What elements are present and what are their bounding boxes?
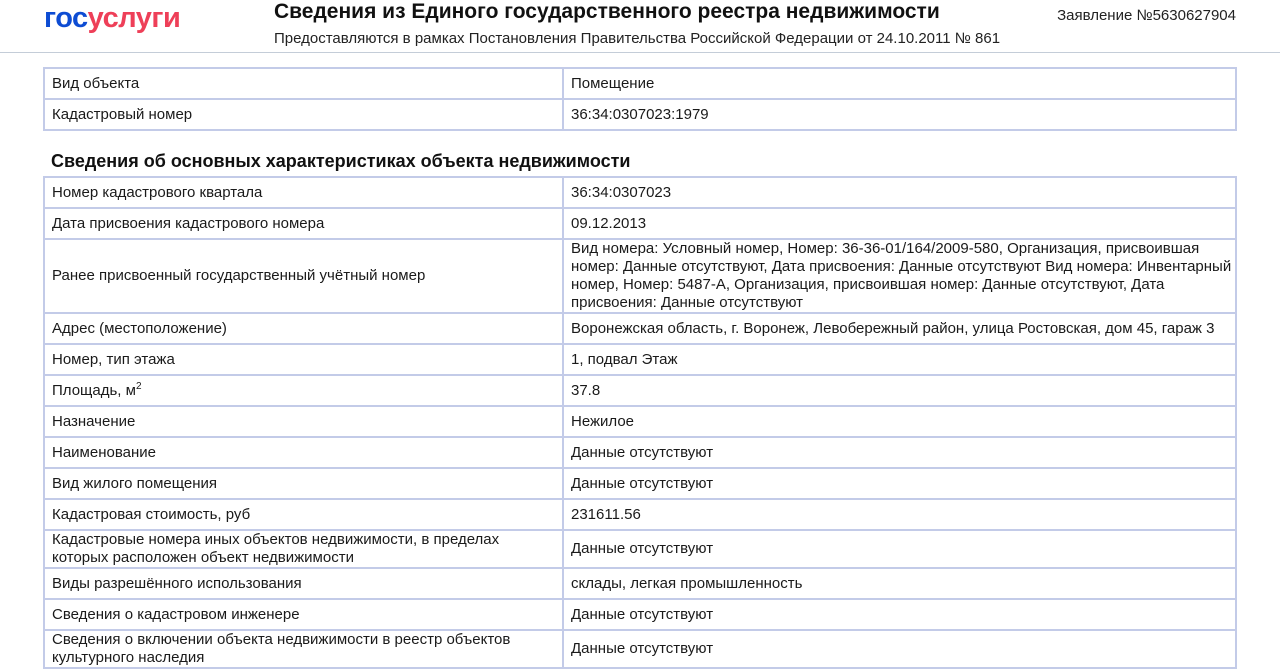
- document-title: Сведения из Единого государственного реестра недвижимости: [274, 0, 940, 23]
- table-row: [44, 599, 1236, 630]
- row-label: Дата присвоения кадастрового номера: [44, 208, 563, 239]
- table-row: [44, 177, 1236, 208]
- row-label: Наименование: [44, 437, 563, 468]
- logo-part-gos: гос: [44, 2, 88, 34]
- row-label: Номер кадастрового квартала: [44, 177, 563, 208]
- table-row: [44, 437, 1236, 468]
- row-label: Номер, тип этажа: [44, 344, 563, 375]
- section-title: Сведения об основных характеристиках объекта недвижимости: [51, 151, 631, 171]
- table-row: [44, 406, 1236, 437]
- table-row: [44, 344, 1236, 375]
- row-label: Сведения о включении объекта недвижимости в реестр объектов культурного наследия: [44, 630, 563, 668]
- table-row: [44, 375, 1236, 406]
- application-number: Заявление №5630627904: [1057, 7, 1236, 24]
- row-label: Кадастровые номера иных объектов недвижимости, в пределах которых расположен объект недвижимости: [44, 530, 563, 568]
- row-value: Вид номера: Условный номер, Номер: 36-36-01/164/2009-580, Организация, присвоившая номер: Данные отсутствуют, Дата присвоения: Данные отсутствуют Вид номера: Инвентарный номер, Номер: 5487-А, Организация, присвоившая номер: Данные отсутствуют, Дата присвоения: Данные отсутствуют: [563, 239, 1236, 313]
- table-row: [44, 568, 1236, 599]
- table-row: [44, 630, 1236, 668]
- row-value: 1, подвал Этаж: [563, 344, 1236, 375]
- row-value: 37.8: [563, 375, 1236, 406]
- table-row: [44, 530, 1236, 568]
- row-value: 36:34:0307023: [563, 177, 1236, 208]
- row-value: 09.12.2013: [563, 208, 1236, 239]
- table-row: [44, 99, 1236, 130]
- row-label: Кадастровый номер: [44, 99, 563, 130]
- row-label: Адрес (местоположение): [44, 313, 563, 344]
- object-table: [43, 67, 1237, 131]
- row-value: Данные отсутствуют: [563, 599, 1236, 630]
- row-value: Данные отсутствуют: [563, 530, 1236, 568]
- row-value: Данные отсутствуют: [563, 468, 1236, 499]
- table-row: [44, 499, 1236, 530]
- row-label: Виды разрешённого использования: [44, 568, 563, 599]
- row-label: Вид объекта: [44, 68, 563, 99]
- row-label: Назначение: [44, 406, 563, 437]
- document-subtitle: Предоставляются в рамках Постановления Правительства Российской Федерации от 24.10.2011 № 861: [274, 30, 1001, 47]
- row-label: Ранее присвоенный государственный учётный номер: [44, 239, 563, 313]
- header: [0, 0, 1280, 53]
- table-row: [44, 208, 1236, 239]
- table-row: [44, 313, 1236, 344]
- document-content: [43, 67, 1237, 669]
- row-value: 231611.56: [563, 499, 1236, 530]
- row-label: [44, 375, 563, 406]
- row-label: Вид жилого помещения: [44, 468, 563, 499]
- row-value: Данные отсутствуют: [563, 437, 1236, 468]
- row-value: Воронежская область, г. Воронеж, Левобережный район, улица Ростовская, дом 45, гараж 3: [563, 313, 1236, 344]
- row-value: Помещение: [563, 68, 1236, 99]
- table-row: [44, 68, 1236, 99]
- characteristics-table: [43, 176, 1237, 669]
- row-value: 36:34:0307023:1979: [563, 99, 1236, 130]
- row-label: Кадастровая стоимость, руб: [44, 499, 563, 530]
- area-label-superscript: 2: [135, 380, 142, 392]
- row-value: Нежилое: [563, 406, 1236, 437]
- row-value: Данные отсутствуют: [563, 630, 1236, 668]
- area-label-text: Площадь, м: [52, 381, 136, 399]
- row-label: Сведения о кадастровом инженере: [44, 599, 563, 630]
- table-row: [44, 468, 1236, 499]
- row-value: склады, легкая промышленность: [563, 568, 1236, 599]
- logo-part-uslugi: услуги: [87, 2, 181, 34]
- gosuslugi-logo[interactable]: [44, 0, 180, 38]
- table-row: [44, 239, 1236, 313]
